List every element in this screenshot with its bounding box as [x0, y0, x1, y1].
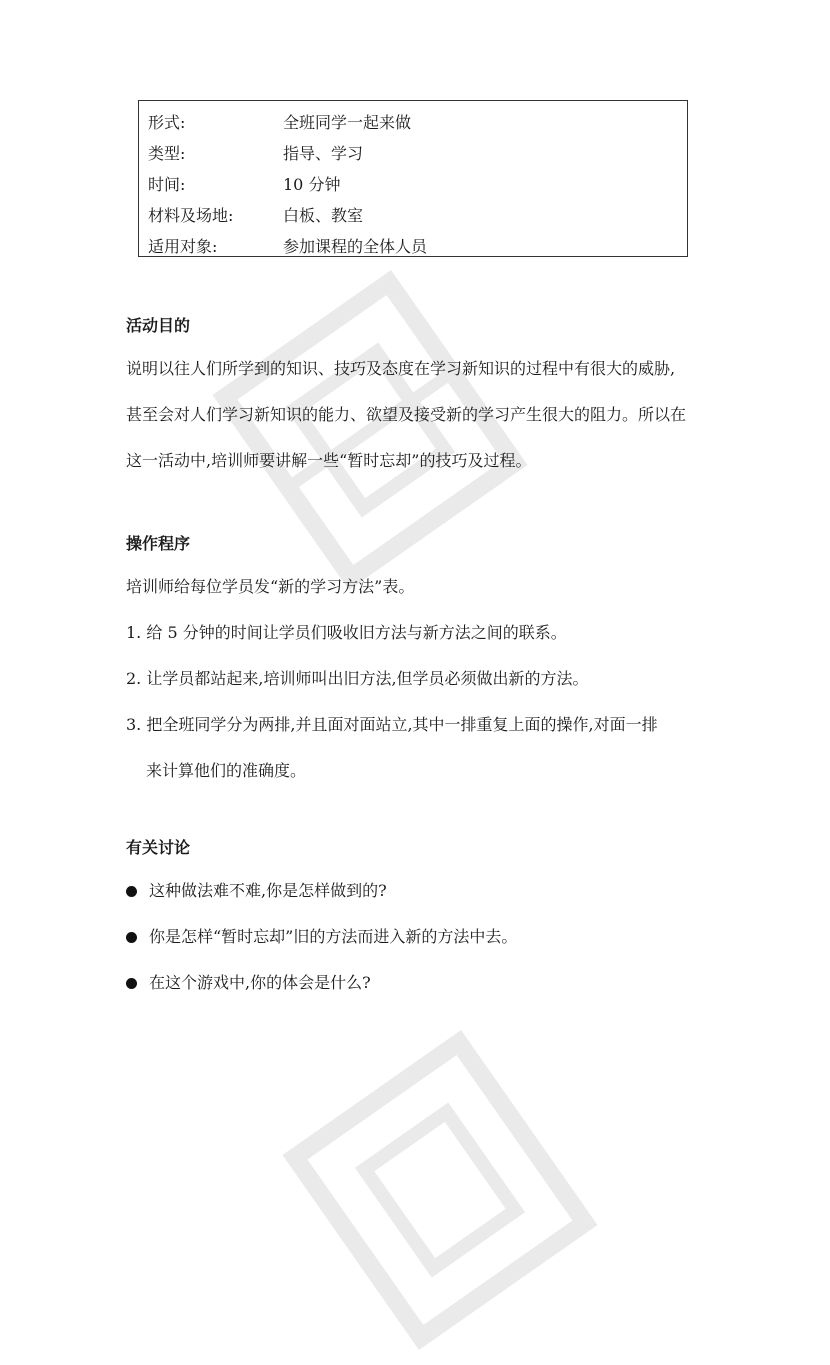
info-label: 类型: — [148, 144, 186, 163]
info-value: 10 分钟 — [283, 175, 341, 194]
purpose-line: 这一活动中,培训师要讲解一些“暂时忘却”的技巧及过程。 — [126, 451, 532, 470]
bullet-icon — [126, 978, 137, 989]
purpose-line: 说明以往人们所学到的知识、技巧及态度在学习新知识的过程中有很大的威胁, — [126, 359, 676, 378]
bullet-icon — [126, 886, 137, 897]
procedure-intro: 培训师给每位学员发“新的学习方法”表。 — [126, 577, 415, 596]
procedure-title: 操作程序 — [126, 534, 191, 553]
procedure-step-continued: 来计算他们的准确度。 — [146, 761, 307, 780]
discussion-item-text: 这种做法难不难,你是怎样做到的? — [149, 881, 387, 900]
info-label: 材料及场地: — [148, 206, 234, 225]
info-label: 时间: — [148, 175, 186, 194]
info-row-time — [139, 168, 687, 199]
procedure-step: 2. 让学员都站起来,培训师叫出旧方法,但学员必须做出新的方法。 — [126, 669, 589, 688]
info-value: 参加课程的全体人员 — [283, 237, 428, 256]
watermark-logo-bottom — [267, 1015, 613, 1365]
info-row-format — [139, 106, 687, 137]
discussion-title: 有关讨论 — [126, 838, 191, 857]
info-label: 适用对象: — [148, 237, 218, 256]
purpose-title: 活动目的 — [126, 316, 191, 335]
discussion-item-text: 你是怎样“暂时忘却”旧的方法而进入新的方法中去。 — [149, 927, 518, 946]
info-row-audience — [139, 230, 687, 261]
procedure-step: 1. 给 5 分钟的时间让学员们吸收旧方法与新方法之间的联系。 — [126, 623, 567, 642]
discussion-item-text: 在这个游戏中,你的体会是什么? — [149, 973, 371, 992]
discussion-item — [126, 868, 726, 914]
info-label: 形式: — [148, 113, 186, 132]
purpose-line: 甚至会对人们学习新知识的能力、欲望及接受新的学习产生很大的阻力。所以在 — [126, 405, 687, 424]
discussion-item — [126, 960, 726, 1006]
info-row-materials — [139, 199, 687, 230]
discussion-item — [126, 914, 726, 960]
procedure-section — [126, 530, 726, 794]
info-value: 白板、教室 — [283, 206, 364, 225]
bullet-icon — [126, 932, 137, 943]
info-row-type — [139, 137, 687, 168]
info-value: 指导、学习 — [283, 144, 364, 163]
procedure-step: 3. 把全班同学分为两排,并且面对面站立,其中一排重复上面的操作,对面一排 — [126, 715, 658, 734]
info-value: 全班同学一起来做 — [283, 113, 412, 132]
discussion-section — [126, 834, 726, 1006]
activity-info-table — [138, 100, 688, 257]
purpose-section — [126, 312, 726, 484]
